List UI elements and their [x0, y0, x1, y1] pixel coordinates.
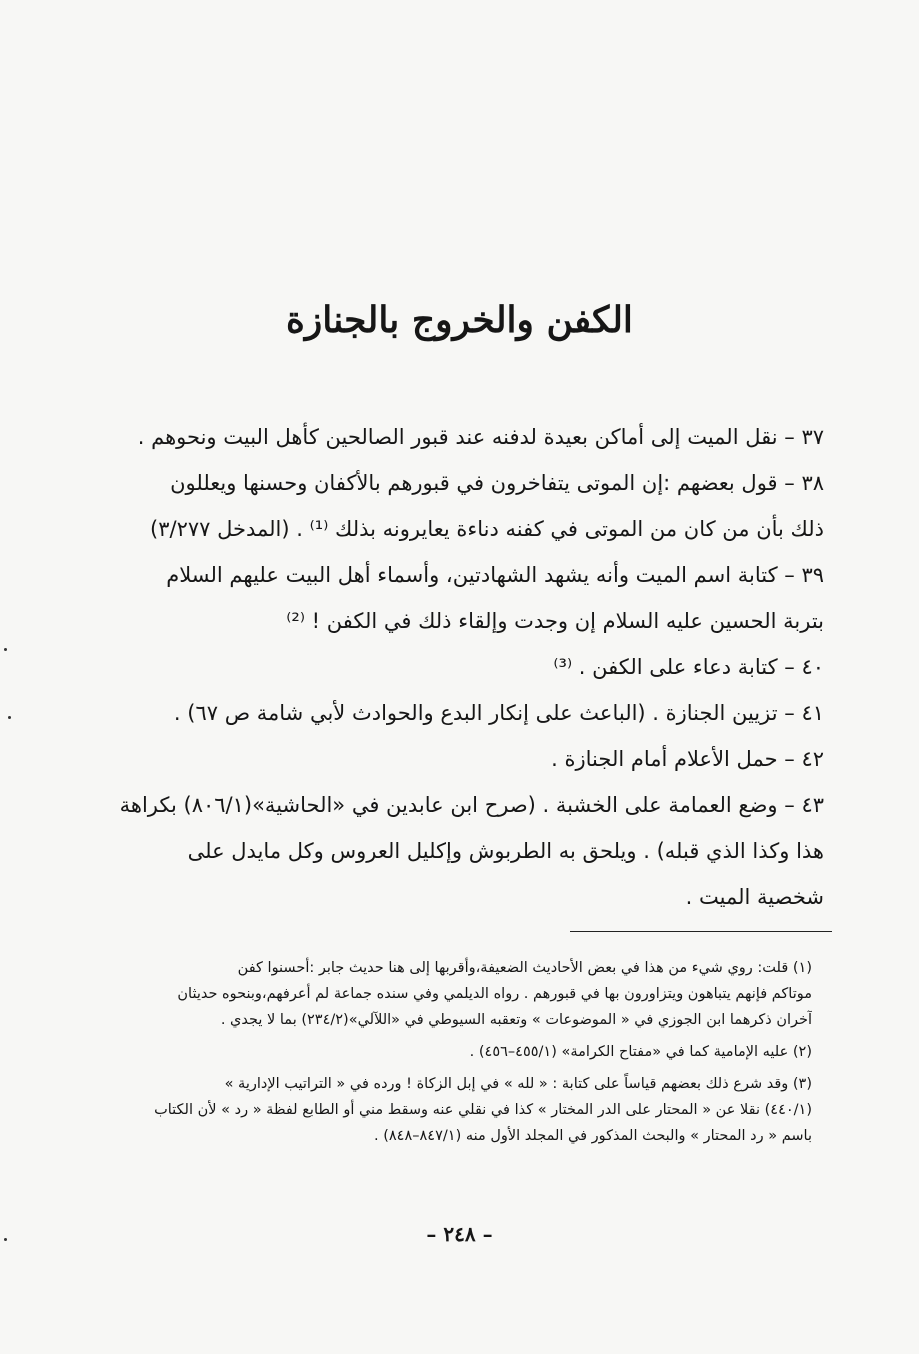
- footnote-line: (٤٤٠/١) نقلا عن « المحتار على الدر المختار » كذا في نقلي عنه وسقط مني أو الطابع لفظة « رد » لأن الكتاب: [154, 1102, 812, 1118]
- text-line: ٤٢ – حمل الأعلام أمام الجنازة .: [551, 747, 824, 771]
- scan-mark: [4, 648, 7, 651]
- footnotes: [104, 955, 812, 1149]
- footnote-2: [104, 1039, 812, 1065]
- footnote-line: آخران ذكرهما ابن الجوزي في « الموضوعات » وتعقبه السيوطي في «اللآلي»(٢٣٤/٢) بما لا يجدي .: [220, 1012, 812, 1028]
- footnote-line: (٣) وقد شرع ذلك بعضهم قياساً على كتابة : « لله » في إبل الزكاة ! ورده في « التراتيب الإدارية »: [224, 1076, 812, 1092]
- text-line: ٤٠ – كتابة دعاء على الكفن . ⁽³⁾: [553, 655, 824, 679]
- text-line: ٣٧ – نقل الميت إلى أماكن بعيدة لدفنه عند قبور الصالحين كأهل البيت ونحوهم .: [137, 425, 824, 449]
- main-text: [104, 414, 824, 920]
- footnote-line: (٢) عليه الإمامية كما في «مفتاح الكرامة» (٤٥٥/١–٤٥٦) .: [469, 1044, 812, 1060]
- footnote-line: (١) قلت: روي شيء من هذا في بعض الأحاديث الضعيفة،وأقربها إلى هنا حديث جابر :أحسنوا كفن: [237, 960, 812, 976]
- footnote-line: باسم « رد المحتار » والبحث المذكور في المجلد الأول منه (٨٤٧/١–٨٤٨) .: [374, 1128, 812, 1144]
- text-line: ٣٨ – قول بعضهم :إن الموتى يتفاخرون في قبورهم بالأكفان وحسنها ويعللون: [170, 471, 824, 495]
- text-line: ٤٣ – وضع العمامة على الخشبة . (صرح ابن عابدين في «الحاشية»(٨٠٦/١) بكراهة: [119, 793, 824, 817]
- text-line: ٤١ – تزيين الجنازة . (الباعث على إنكار البدع والحوادث لأبي شامة ص ٦٧) .: [173, 701, 824, 725]
- text-line: بتربة الحسين عليه السلام إن وجدت وإلقاء ذلك في الكفن ! ⁽²⁾: [286, 609, 824, 633]
- footnote-line: موتاكم فإنهم يتباهون ويتزاورون بها في قبورهم . رواه الديلمي وفي سنده جماعة لم أعرفهم،وبنحوه حديثان: [177, 986, 812, 1002]
- scan-mark: [4, 1238, 7, 1241]
- footnote-3: [104, 1071, 812, 1149]
- text-line: ٣٩ – كتابة اسم الميت وأنه يشهد الشهادتين، وأسماء أهل البيت عليهم السلام: [166, 563, 824, 587]
- page-number: – ٢٤٨ –: [426, 1222, 493, 1246]
- footnote-divider: [570, 931, 832, 932]
- text-line: هذا وكذا الذي قبله) . ويلحق به الطربوش وإكليل العروس وكل مايدل على: [187, 839, 824, 863]
- text-line: شخصية الميت .: [685, 885, 824, 909]
- text-line: ذلك بأن من كان من الموتى في كفنه دناءة يعايرونه بذلك ⁽¹⁾ . (المدخل ٣/٢٧٧): [150, 517, 824, 541]
- chapter-title: الكفن والخروج بالجنازة: [286, 299, 633, 341]
- footnote-1: [104, 955, 812, 1033]
- scan-mark: [8, 716, 11, 719]
